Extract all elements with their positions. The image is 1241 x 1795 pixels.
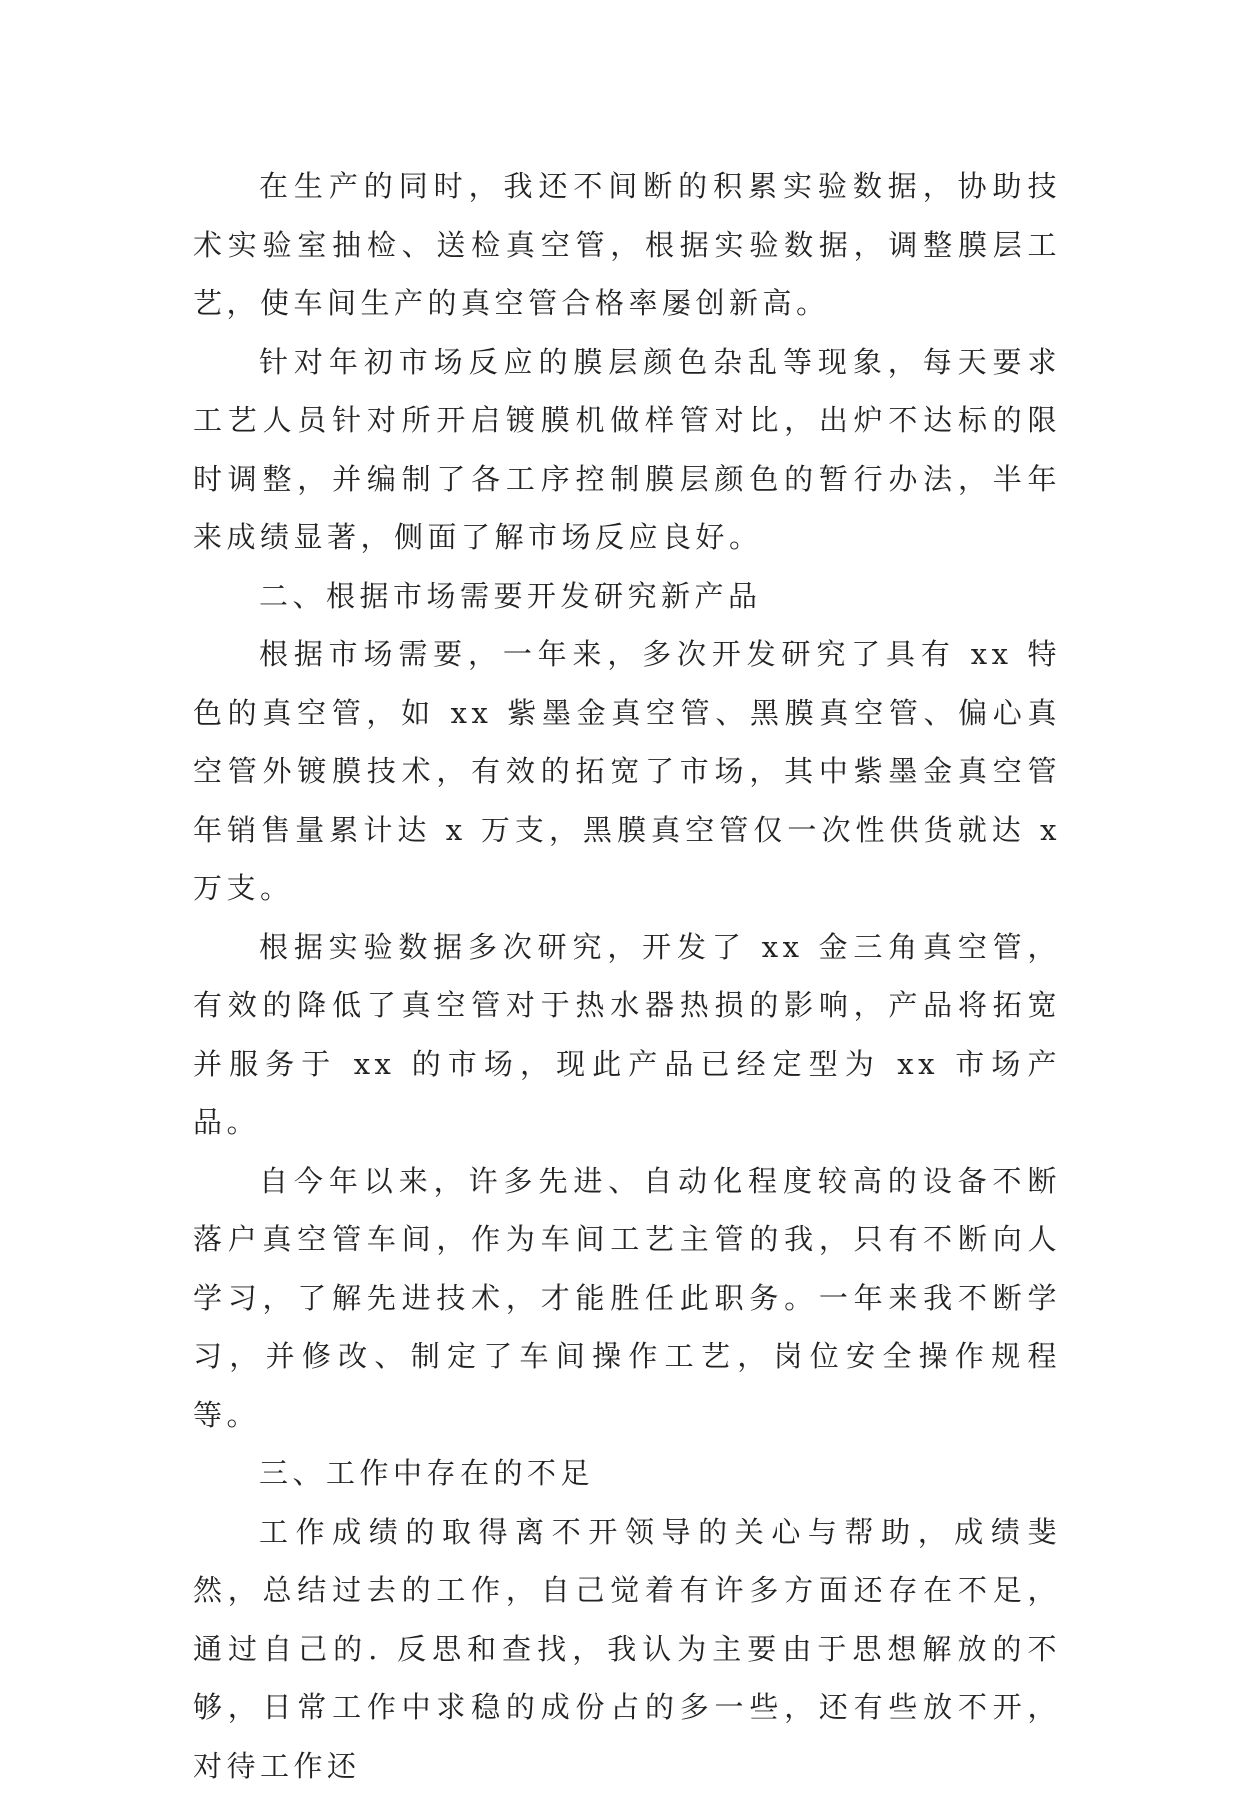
- section-heading: 三、工作中存在的不足: [193, 1444, 1061, 1503]
- paragraph: 针对年初市场反应的膜层颜色杂乱等现象，每天要求工艺人员针对所开启镀膜机做样管对比，出炉不达标的限时调整，并编制了各工序控制膜层颜色的暂行办法，半年来成绩显著，侧面了解市场反应良好。: [193, 333, 1061, 567]
- paragraph: 根据市场需要，一年来，多次开发研究了具有 xx 特色的真空管，如 xx 紫墨金真空管、黑膜真空管、偏心真空管外镀膜技术，有效的拓宽了市场，其中紫墨金真空管年销售量累计达 x 万支，黑膜真空管仅一次性供货就达 x 万支。: [193, 625, 1061, 918]
- document-body: [193, 157, 1061, 1795]
- section-heading: 二、根据市场需要开发研究新产品: [193, 567, 1061, 626]
- paragraph: 自今年以来，许多先进、自动化程度较高的设备不断落户真空管车间，作为车间工艺主管的我，只有不断向人学习，了解先进技术，才能胜任此职务。一年来我不断学习，并修改、制定了车间操作工艺，岗位安全操作规程等。: [193, 1152, 1061, 1445]
- paragraph: 根据实验数据多次研究，开发了 xx 金三角真空管，有效的降低了真空管对于热水器热损的影响，产品将拓宽并服务于 xx 的市场，现此产品已经定型为 xx 市场产品。: [193, 918, 1061, 1152]
- paragraph: 工作成绩的取得离不开领导的关心与帮助，成绩斐然，总结过去的工作，自己觉着有许多方面还存在不足，通过自己的. 反思和查找，我认为主要由于思想解放的不够，日常工作中求稳的成份占的多一些，还有些放不开，对待工作还: [193, 1503, 1061, 1795]
- paragraph: 在生产的同时，我还不间断的积累实验数据，协助技术实验室抽检、送检真空管，根据实验数据，调整膜层工艺，使车间生产的真空管合格率屡创新高。: [193, 157, 1061, 333]
